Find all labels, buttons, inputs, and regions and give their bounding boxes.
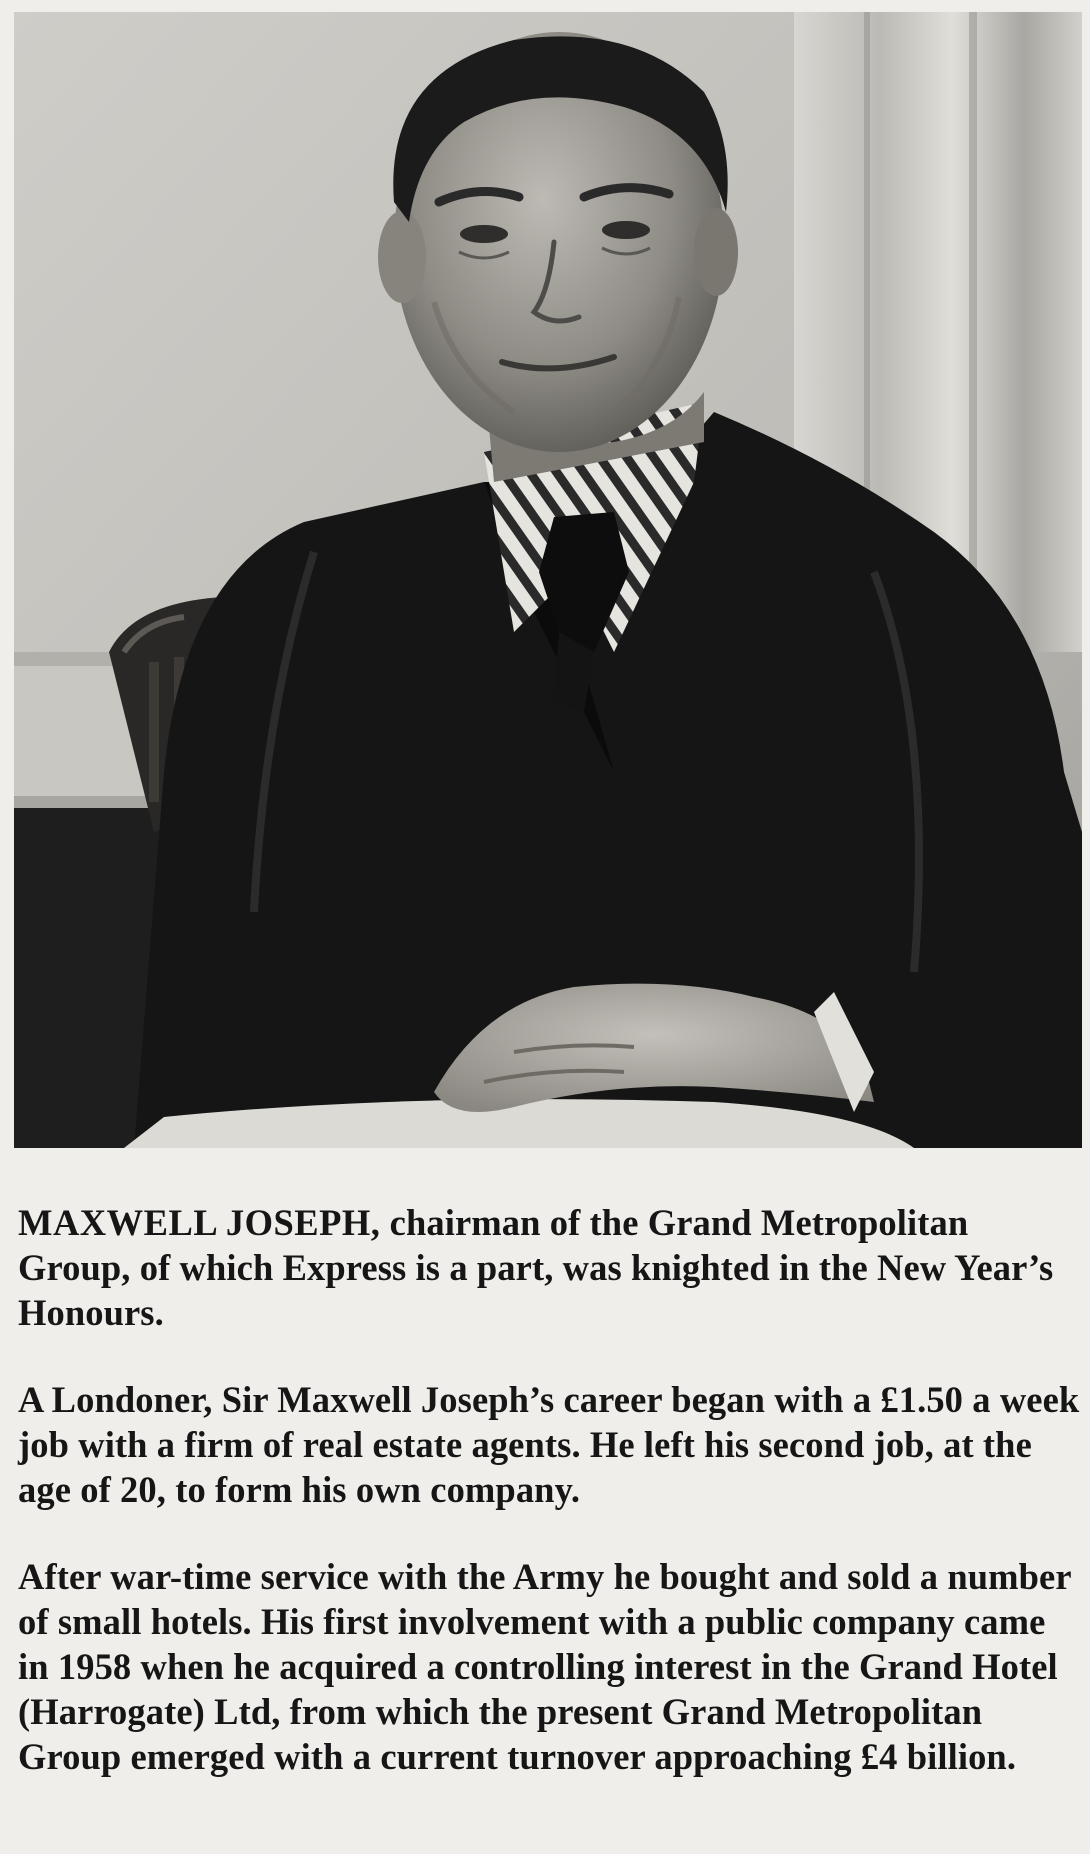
caption-paragraph-1	[18, 1200, 1082, 1335]
caption	[18, 1200, 1082, 1821]
caption-lead-rest: chairman of the Grand Metropolitan Group, of which Express is a part, was knighted in the New Year’s Honours.	[18, 1202, 1054, 1333]
caption-paragraph-2: A Londoner, Sir Maxwell Joseph’s career began with a £1.50 a week job with a firm of real estate agents. He left his second job, at the age of 20, to form his own company.	[18, 1379, 1080, 1510]
caption-lead-name: MAXWELL JOSEPH,	[18, 1202, 381, 1243]
portrait-photo	[14, 12, 1082, 1148]
caption-paragraph-3: After war-time service with the Army he bought and sold a number of small hotels. His first involvement with a public company came in 1958 when he acquired a controlling interest in the Grand Hotel (Harrogate) Ltd, from which the present Grand Metropolitan Group emerged with a current turnover approaching £4 billion.	[18, 1556, 1071, 1777]
portrait-illustration	[14, 12, 1082, 1148]
